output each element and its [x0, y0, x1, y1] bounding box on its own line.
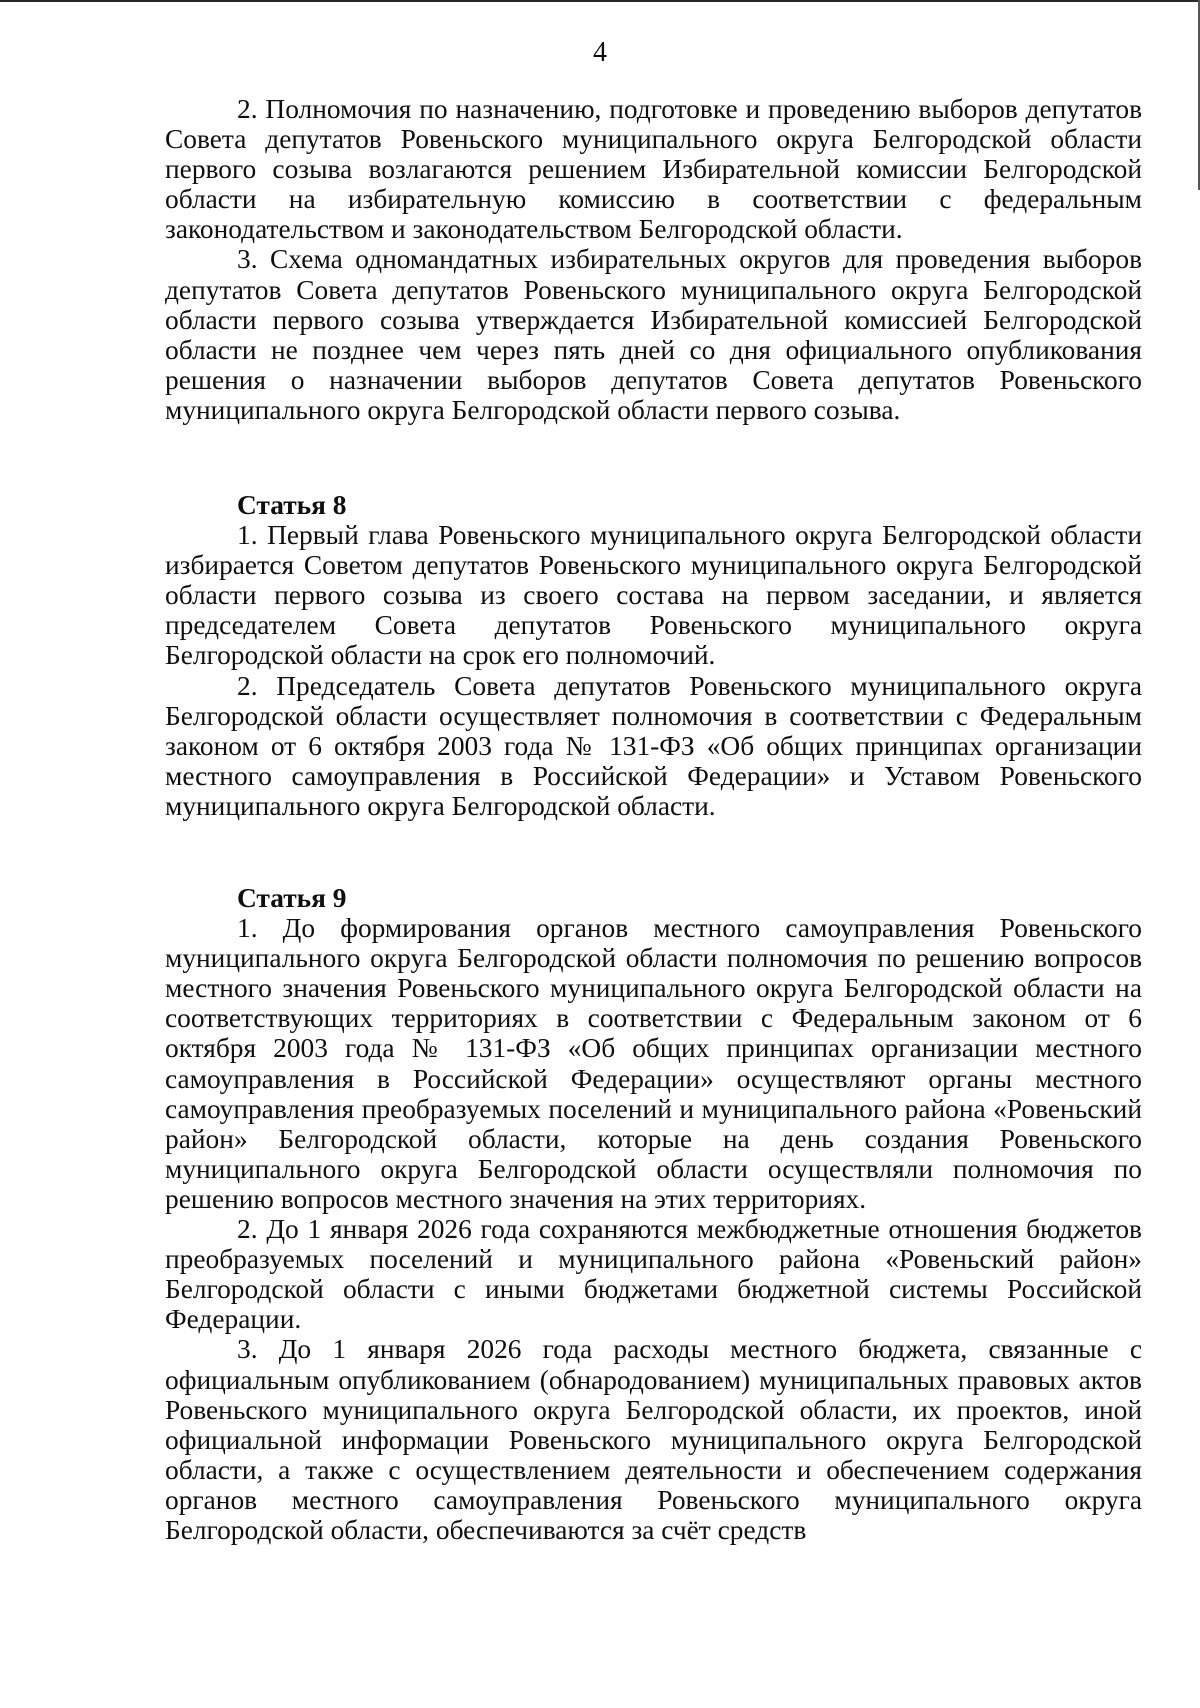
article-7-paragraph-2: 2. Полномочия по назначению, подготовке и проведению выборов депутатов Совета депутатов Ровеньского муниципального округа Белгородской области первого созыва возлагаются решением Избирательной комиссии Белгородской области на избирательную комиссию в соответствии с федеральным законодательством и законодательством Белгородской области.	[165, 94, 1142, 245]
article-8	[165, 490, 1142, 821]
article-8-heading: Статья 8	[237, 490, 347, 520]
article-9-heading: Статья 9	[237, 883, 347, 913]
article-8-paragraph-2: 2. Председатель Совета депутатов Ровеньского муниципального округа Белгородской области осуществляет полномочия в соответствии с Федеральным законом от 6 октября 2003 года № 131-ФЗ «Об общих принципах организации местного самоуправления в Российской Федерации» и Уставом Ровеньского муниципального округа Белгородской области.	[165, 670, 1142, 821]
article-9-paragraph-2: 2. До 1 января 2026 года сохраняются межбюджетные отношения бюджетов преобразуемых поселений и муниципального района «Ровеньский район» Белгородской области с иными бюджетами бюджетной системы Российской Федерации.	[165, 1214, 1142, 1335]
page-number: 4	[593, 37, 607, 68]
scan-top-edge	[0, 0, 1200, 2]
article-9	[165, 883, 1142, 1545]
article-8-paragraph-1: 1. Первый глава Ровеньского муниципального округа Белгородской области избирается Советом депутатов Ровеньского муниципального округа Белгородской области первого созыва из своего состава на первом заседании, и является председателем Совета депутатов Ровеньского муниципального округа Белгородской области на срок его полномочий.	[165, 520, 1142, 671]
article-9-paragraph-1: 1. До формирования органов местного самоуправления Ровеньского муниципального округа Белгородской области полномочия по решению вопросов местного значения Ровеньского муниципального округа Белгородской области на соответствующих территориях в соответствии с Федеральным законом от 6 октября 2003 года № 131-ФЗ «Об общих принципах организации местного самоуправления в Российской Федерации» осуществляют органы местного самоуправления преобразуемых поселений и муниципального района «Ровеньский район» Белгородской области, которые на день создания Ровеньского муниципального округа Белгородской области осуществляли полномочия по решению вопросов местного значения на этих территориях.	[165, 913, 1142, 1214]
article-7-continuation	[165, 94, 1142, 425]
article-7-paragraph-3: 3. Схема одномандатных избирательных округов для проведения выборов депутатов Совета депутатов Ровеньского муниципального округа Белгородской области первого созыва утверждается Избирательной комиссией Белгородской области не позднее чем через пять дней со дня официального опубликования решения о назначении выборов депутатов Совета депутатов Ровеньского муниципального округа Белгородской области первого созыва.	[165, 244, 1142, 425]
article-9-paragraph-3: 3. До 1 января 2026 года расходы местного бюджета, связанные с официальным опубликованием (обнародованием) муниципальных правовых актов Ровеньского муниципального округа Белгородской области, их проектов, иной официальной информации Ровеньского муниципального округа Белгородской области, а также с осуществлением деятельности и обеспечением содержания органов местного самоуправления Ровеньского муниципального округа Белгородской области, обеспечиваются за счёт средств	[165, 1334, 1142, 1545]
